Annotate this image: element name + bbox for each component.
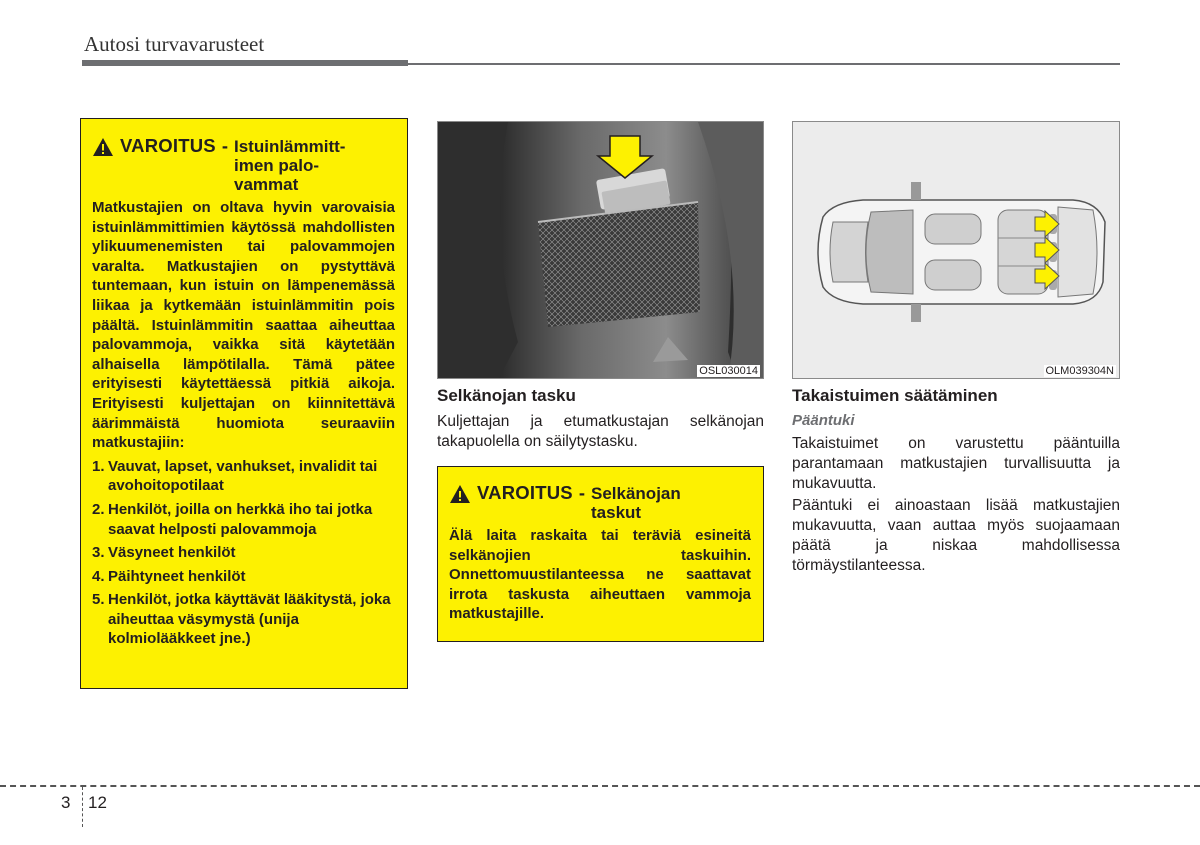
image-code: OLM039304N <box>1045 365 1114 377</box>
footer-rule <box>0 785 1200 787</box>
warning-text: Matkustajien on oltava hyvin varovaisia istuinlämmittimien käytössä mahdollisten ylikuumenemisten tai palovammojen varalta. Matkustajien on pystyttävä tuntemaan, kun istuin on lämpenemässä liikaa ja kytkemään istuinlämmitin pois päältä. Istuinlämmitin saattaa aiheuttaa palovammoja, vaikka sitä käytetään alhaisella lämpötilalla. Tämä pätee erityisesti käytettäessä pitkiä aikoja. Erityisesti kuljettajan on kiinnitettävä äärimmäistä huomiota seuraaviin matkustajiin: <box>92 199 395 452</box>
list-item-text: Väsyneet henkilöt <box>108 544 236 562</box>
page-number-divider <box>82 787 83 827</box>
warning-dash: - <box>578 482 585 503</box>
rear-seat-title: Takaistuimen säätäminen <box>792 386 998 405</box>
list-item <box>92 500 395 539</box>
list-item-number: 2. <box>92 500 105 518</box>
seatback-pocket-body: Kuljettajan ja etumatkustajan selkänojan takapuolella on säilytystasku. <box>437 413 764 450</box>
chapter-number: 3 <box>61 793 71 812</box>
rear-seat-paragraph: Pääntuki ei ainoastaan lisää matkustajien mukavuutta, vaan auttaa myös suojaamaan päätä ja niskaa mahdollisessa törmäystilanteessa. <box>792 497 1120 574</box>
list-item-number: 5. <box>92 591 105 609</box>
image-code: OSL030014 <box>699 365 758 377</box>
warning-topic: Istuinlämmitt-imen palo-vammat <box>234 137 346 194</box>
seatback-pocket-title: Selkänojan tasku <box>437 386 576 405</box>
pocket-warning-box <box>437 466 764 642</box>
warning-dash: - <box>221 135 228 156</box>
header-rule <box>82 60 408 66</box>
list-item-text: Henkilöt, jotka käyttävät lääkitystä, joka aiheuttaa väsymystä (unija kolmiolääkkeet jne.) <box>108 591 391 648</box>
warning-triangle-icon <box>92 137 114 157</box>
seat-heater-warning-box <box>80 118 408 689</box>
headrest-subtitle: Pääntuki <box>792 412 855 429</box>
list-item <box>92 543 395 563</box>
list-item <box>92 457 395 496</box>
list-item-text: Vauvat, lapset, vanhukset, invalidit tai avohoitopotilaat <box>108 457 378 495</box>
warning-text: Älä laita raskaita tai teräviä esineitä selkänojien taskuihin. Onnettomuustilanteessa ne saattavat irrota taskusta aiheuttaen vammoja matkustajille. <box>449 527 751 623</box>
seatback-pocket-photo <box>437 121 764 379</box>
warning-heading <box>92 135 395 194</box>
list-item-number: 3. <box>92 544 105 562</box>
list-item-text: Päihtyneet henkilöt <box>108 567 246 585</box>
list-item-number: 4. <box>92 567 105 585</box>
seatback-pocket-illustration <box>438 122 764 379</box>
warning-list <box>92 457 395 649</box>
warning-triangle-icon <box>449 484 471 504</box>
rear-seat-paragraph: Takaistuimet on varustettu pääntuilla parantamaan matkustajien turvallisuutta ja mukavuutta. <box>792 435 1120 492</box>
list-item-text: Henkilöt, joilla on herkkä iho tai jotka saavat helposti palovammoja <box>108 500 373 538</box>
section-title: Autosi turvavarusteet <box>84 32 265 56</box>
header-rule-thin <box>408 63 1120 65</box>
warning-word: VAROITUS <box>477 482 573 503</box>
warning-word: VAROITUS <box>120 135 216 156</box>
list-item <box>92 590 395 649</box>
rear-seat-headrest-photo <box>792 121 1120 379</box>
warning-topic: Selkänojan taskut <box>591 484 681 522</box>
page-number: 12 <box>88 793 107 812</box>
list-item <box>92 567 395 587</box>
car-top-view-illustration <box>793 122 1120 379</box>
warning-heading <box>449 482 751 522</box>
list-item-number: 1. <box>92 457 105 475</box>
